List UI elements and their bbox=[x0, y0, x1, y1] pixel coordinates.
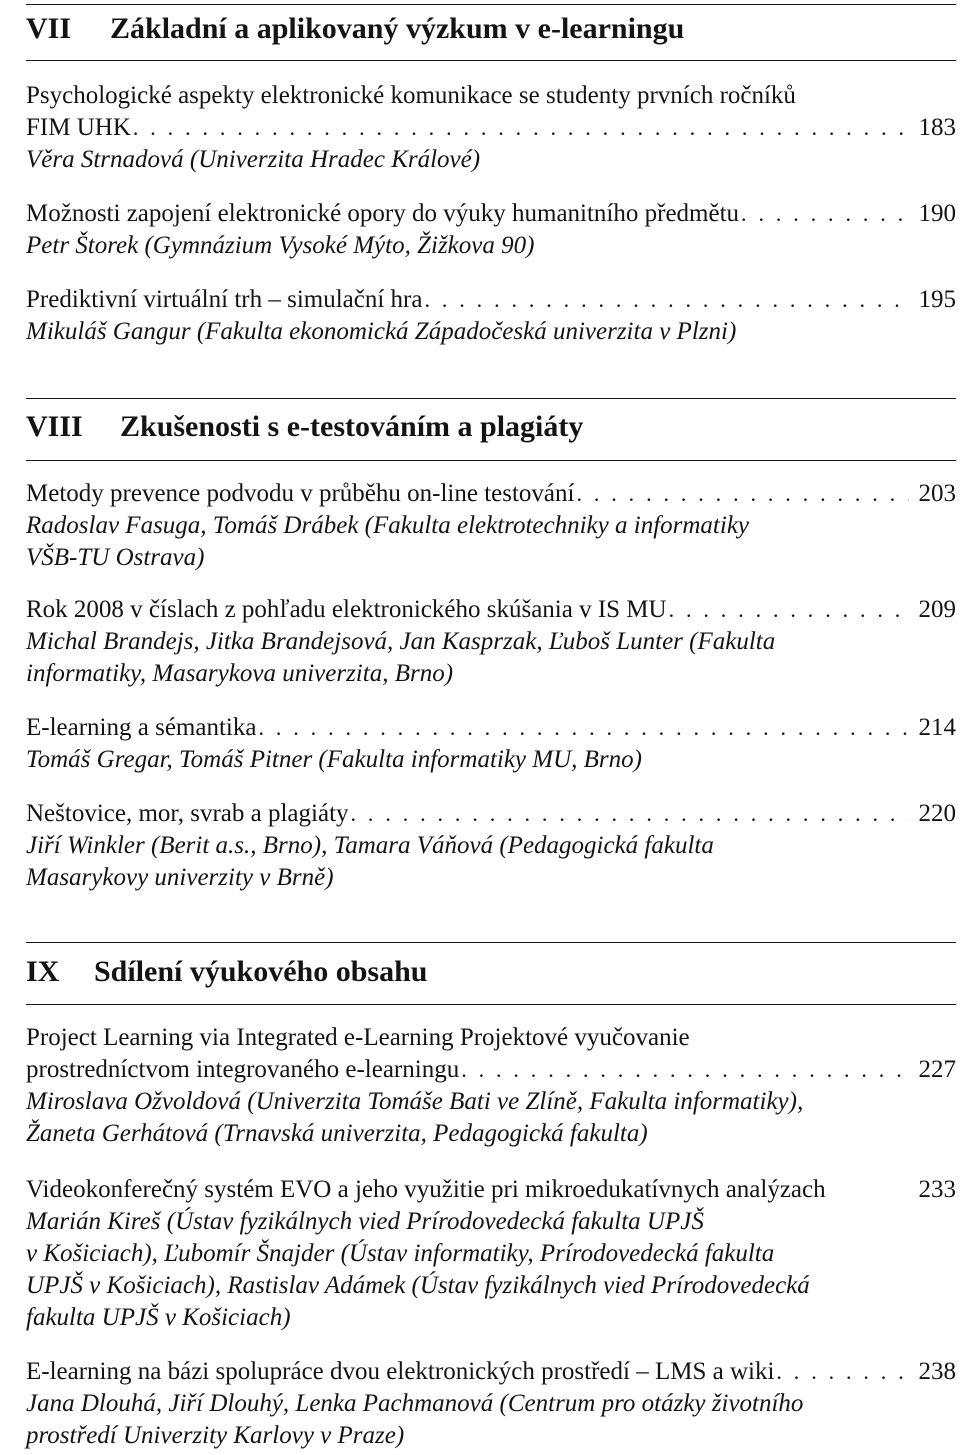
entry-authors: Věra Strnadová (Univerzita Hradec Králové) bbox=[26, 146, 481, 173]
toc-entry[interactable] bbox=[26, 284, 956, 348]
page-number: 227 bbox=[918, 1056, 956, 1083]
toc-entry[interactable] bbox=[26, 712, 956, 776]
section-bottom-rule bbox=[26, 1004, 956, 1005]
entry-authors: Miroslava Ožvoldová (Univerzita Tomáše Bati ve Zlíně, Fakulta informatiky), bbox=[26, 1088, 804, 1115]
entry-authors: Mikuláš Gangur (Fakulta ekonomická Západočeská univerzita v Plzni) bbox=[26, 318, 737, 345]
entry-authors: UPJŠ v Košiciach), Rastislav Adámek (Ústav fyzikálnych vied Prírodovedecká bbox=[26, 1272, 810, 1299]
entry-title: Rok 2008 v číslach z pohľadu elektronického skúšania v IS MU bbox=[26, 596, 667, 623]
entry-authors: Jana Dlouhá, Jiří Dlouhý, Lenka Pachmanová (Centrum pro otázky životního bbox=[26, 1390, 804, 1417]
section-number: VIII bbox=[26, 410, 83, 443]
page-number: 220 bbox=[918, 800, 956, 827]
section-number: VII bbox=[26, 12, 72, 45]
section-title: Základní a aplikovaný výzkum v e-learningu bbox=[110, 12, 685, 45]
toc-entry[interactable] bbox=[26, 1356, 956, 1452]
toc-entry[interactable] bbox=[26, 198, 956, 262]
dot-leader bbox=[461, 1054, 908, 1086]
entry-authors: prostředí Univerzity Karlovy v Praze) bbox=[26, 1422, 405, 1449]
entry-title: Možnosti zapojení elektronické opory do výuky humanitního předmětu bbox=[26, 200, 740, 227]
section-title: Zkušenosti s e-testováním a plagiáty bbox=[120, 410, 584, 443]
toc-entry[interactable] bbox=[26, 798, 956, 894]
section-heading bbox=[26, 410, 583, 444]
page-number: 203 bbox=[918, 480, 956, 507]
page-number: 209 bbox=[918, 596, 956, 623]
section-top-rule bbox=[26, 4, 956, 5]
entry-authors: VŠB-TU Ostrava) bbox=[26, 544, 205, 571]
entry-title: E-learning a sémantika bbox=[26, 714, 257, 741]
section-bottom-rule bbox=[26, 60, 956, 61]
entry-authors: Tomáš Gregar, Tomáš Pitner (Fakulta informatiky MU, Brno) bbox=[26, 746, 642, 773]
dot-leader bbox=[741, 198, 908, 230]
entry-authors: fakulta UPJŠ v Košiciach) bbox=[26, 1304, 291, 1331]
section-heading bbox=[26, 12, 684, 46]
page-number: 183 bbox=[918, 114, 956, 141]
entry-authors: Žaneta Gerhátová (Trnavská univerzita, Pedagogická fakulta) bbox=[26, 1120, 648, 1147]
entry-title: E-learning na bázi spolupráce dvou elektronických prostředí – LMS a wiki bbox=[26, 1358, 775, 1385]
page-number: 233 bbox=[918, 1176, 956, 1203]
entry-authors: v Košiciach), Ľubomír Šnajder (Ústav informatiky, Prírodovedecká fakulta bbox=[26, 1240, 775, 1267]
entry-title-line: Project Learning via Integrated e-Learning Projektové vyučovanie bbox=[26, 1024, 690, 1051]
entry-authors: informatiky, Masarykova univerzita, Brno) bbox=[26, 660, 454, 687]
page-number: 195 bbox=[918, 286, 956, 313]
page-number: 238 bbox=[918, 1358, 956, 1385]
dot-leader bbox=[351, 798, 909, 830]
entry-authors: Petr Štorek (Gymnázium Vysoké Mýto, Žižkova 90) bbox=[26, 232, 535, 259]
dot-leader bbox=[424, 284, 908, 316]
dot-leader bbox=[669, 594, 909, 626]
dot-leader bbox=[258, 712, 908, 744]
entry-title-line: FIM UHK bbox=[26, 114, 131, 141]
dot-leader bbox=[133, 112, 909, 144]
entry-authors: Masarykovy univerzity v Brně) bbox=[26, 864, 334, 891]
entry-title: Videokonferečný systém EVO a jeho využitie pri mikroedukatívnych analýzach bbox=[26, 1176, 826, 1203]
page-number: 190 bbox=[918, 200, 956, 227]
page-number: 214 bbox=[918, 714, 956, 741]
toc-entry[interactable] bbox=[26, 594, 956, 690]
dot-leader bbox=[776, 1356, 908, 1388]
entry-title: Neštovice, mor, svrab a plagiáty bbox=[26, 800, 349, 827]
toc-entry[interactable] bbox=[26, 1174, 956, 1334]
entry-authors: Michal Brandejs, Jitka Brandejsová, Jan Kasprzak, Ľuboš Lunter (Fakulta bbox=[26, 628, 776, 655]
entry-title: Prediktivní virtuální trh – simulační hra bbox=[26, 286, 423, 313]
entry-title: Metody prevence podvodu v průběhu on-line testování bbox=[26, 480, 575, 507]
section-heading bbox=[26, 955, 427, 989]
entry-title-line: Psychologické aspekty elektronické komunikace se studenty prvních ročníků bbox=[26, 82, 796, 109]
section-top-rule bbox=[26, 942, 956, 943]
entry-authors: Radoslav Fasuga, Tomáš Drábek (Fakulta elektrotechniky a informatiky bbox=[26, 512, 750, 539]
toc-entry[interactable] bbox=[26, 478, 956, 574]
toc-entry[interactable] bbox=[26, 1022, 956, 1150]
entry-authors: Jiří Winkler (Berit a.s., Brno), Tamara Váňová (Pedagogická fakulta bbox=[26, 832, 714, 859]
section-title: Sdílení výukového obsahu bbox=[94, 955, 428, 988]
section-bottom-rule bbox=[26, 460, 956, 461]
dot-leader bbox=[576, 478, 908, 510]
section-number: IX bbox=[26, 955, 60, 988]
entry-authors: Marián Kireš (Ústav fyzikálnych vied Prírodovedecká fakulta UPJŠ bbox=[26, 1208, 704, 1235]
toc-entry[interactable] bbox=[26, 80, 956, 176]
section-top-rule bbox=[26, 398, 956, 399]
entry-title-line: prostredníctvom integrovaného e-learningu bbox=[26, 1056, 460, 1083]
